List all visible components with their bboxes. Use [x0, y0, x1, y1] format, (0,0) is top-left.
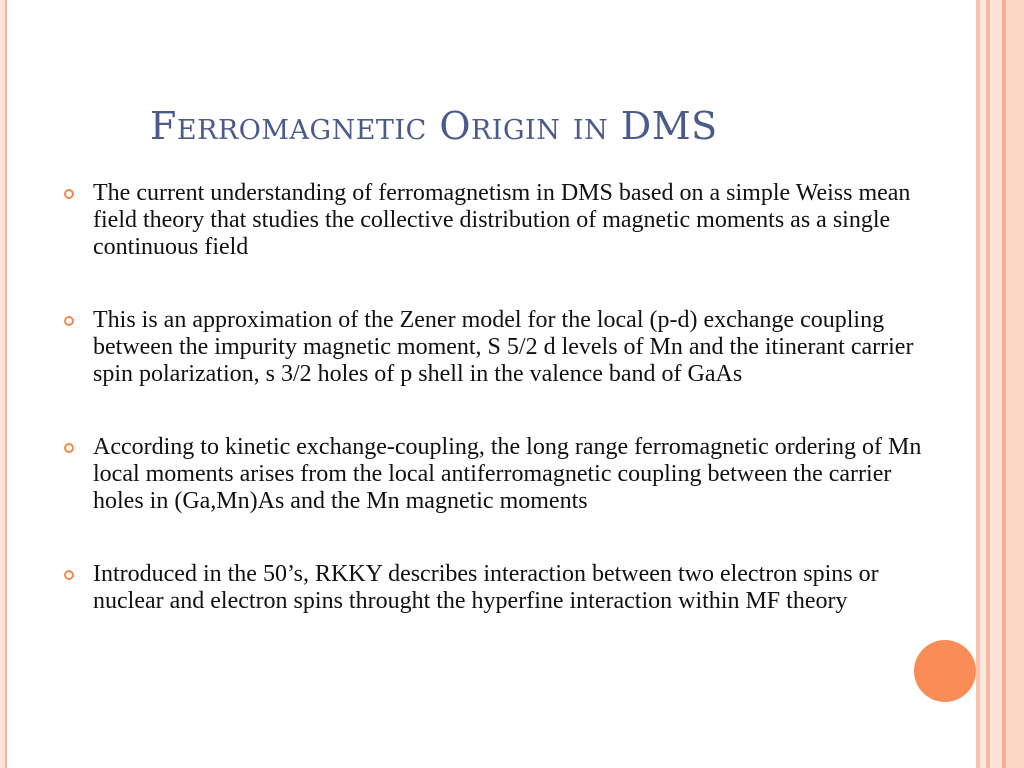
stripe	[990, 0, 1002, 768]
stripe	[1006, 0, 1024, 768]
bullet-text: This is an approximation of the Zener model for the local (p-d) exchange coupling between the impurity magnetic moment, S 5/2 d levels of Mn and the itinerant carrier spin polarization, s 3/2 holes of p shell in the valence band of GaAs	[93, 307, 914, 387]
bullet-list	[64, 180, 934, 661]
bullet-text: According to kinetic exchange-coupling, the long range ferromagnetic ordering of Mn local moments arises from the local antiferromagnetic coupling between the carrier holes in (Ga,Mn)As and the Mn magnetic moments	[93, 434, 922, 514]
bullet-item	[64, 561, 934, 615]
bullet-circle-icon	[64, 316, 74, 326]
bullet-item	[64, 180, 934, 261]
bullet-circle-icon	[64, 570, 74, 580]
bullet-text: Introduced in the 50’s, RKKY describes interaction between two electron spins or nuclear and electron spins throught the hyperfine interaction within MF theory	[93, 561, 879, 614]
bullet-circle-icon	[64, 189, 74, 199]
right-stripe-decoration	[976, 0, 1024, 768]
bullet-text: The current understanding of ferromagnetism in DMS based on a simple Weiss mean field theory that studies the collective distribution of magnetic moments as a single continuous field	[93, 180, 911, 260]
left-border-line	[5, 0, 7, 768]
bullet-item	[64, 307, 934, 388]
bullet-item	[64, 434, 934, 515]
bullet-circle-icon	[64, 443, 74, 453]
slide-title: Ferromagnetic Origin in DMS	[150, 104, 718, 148]
